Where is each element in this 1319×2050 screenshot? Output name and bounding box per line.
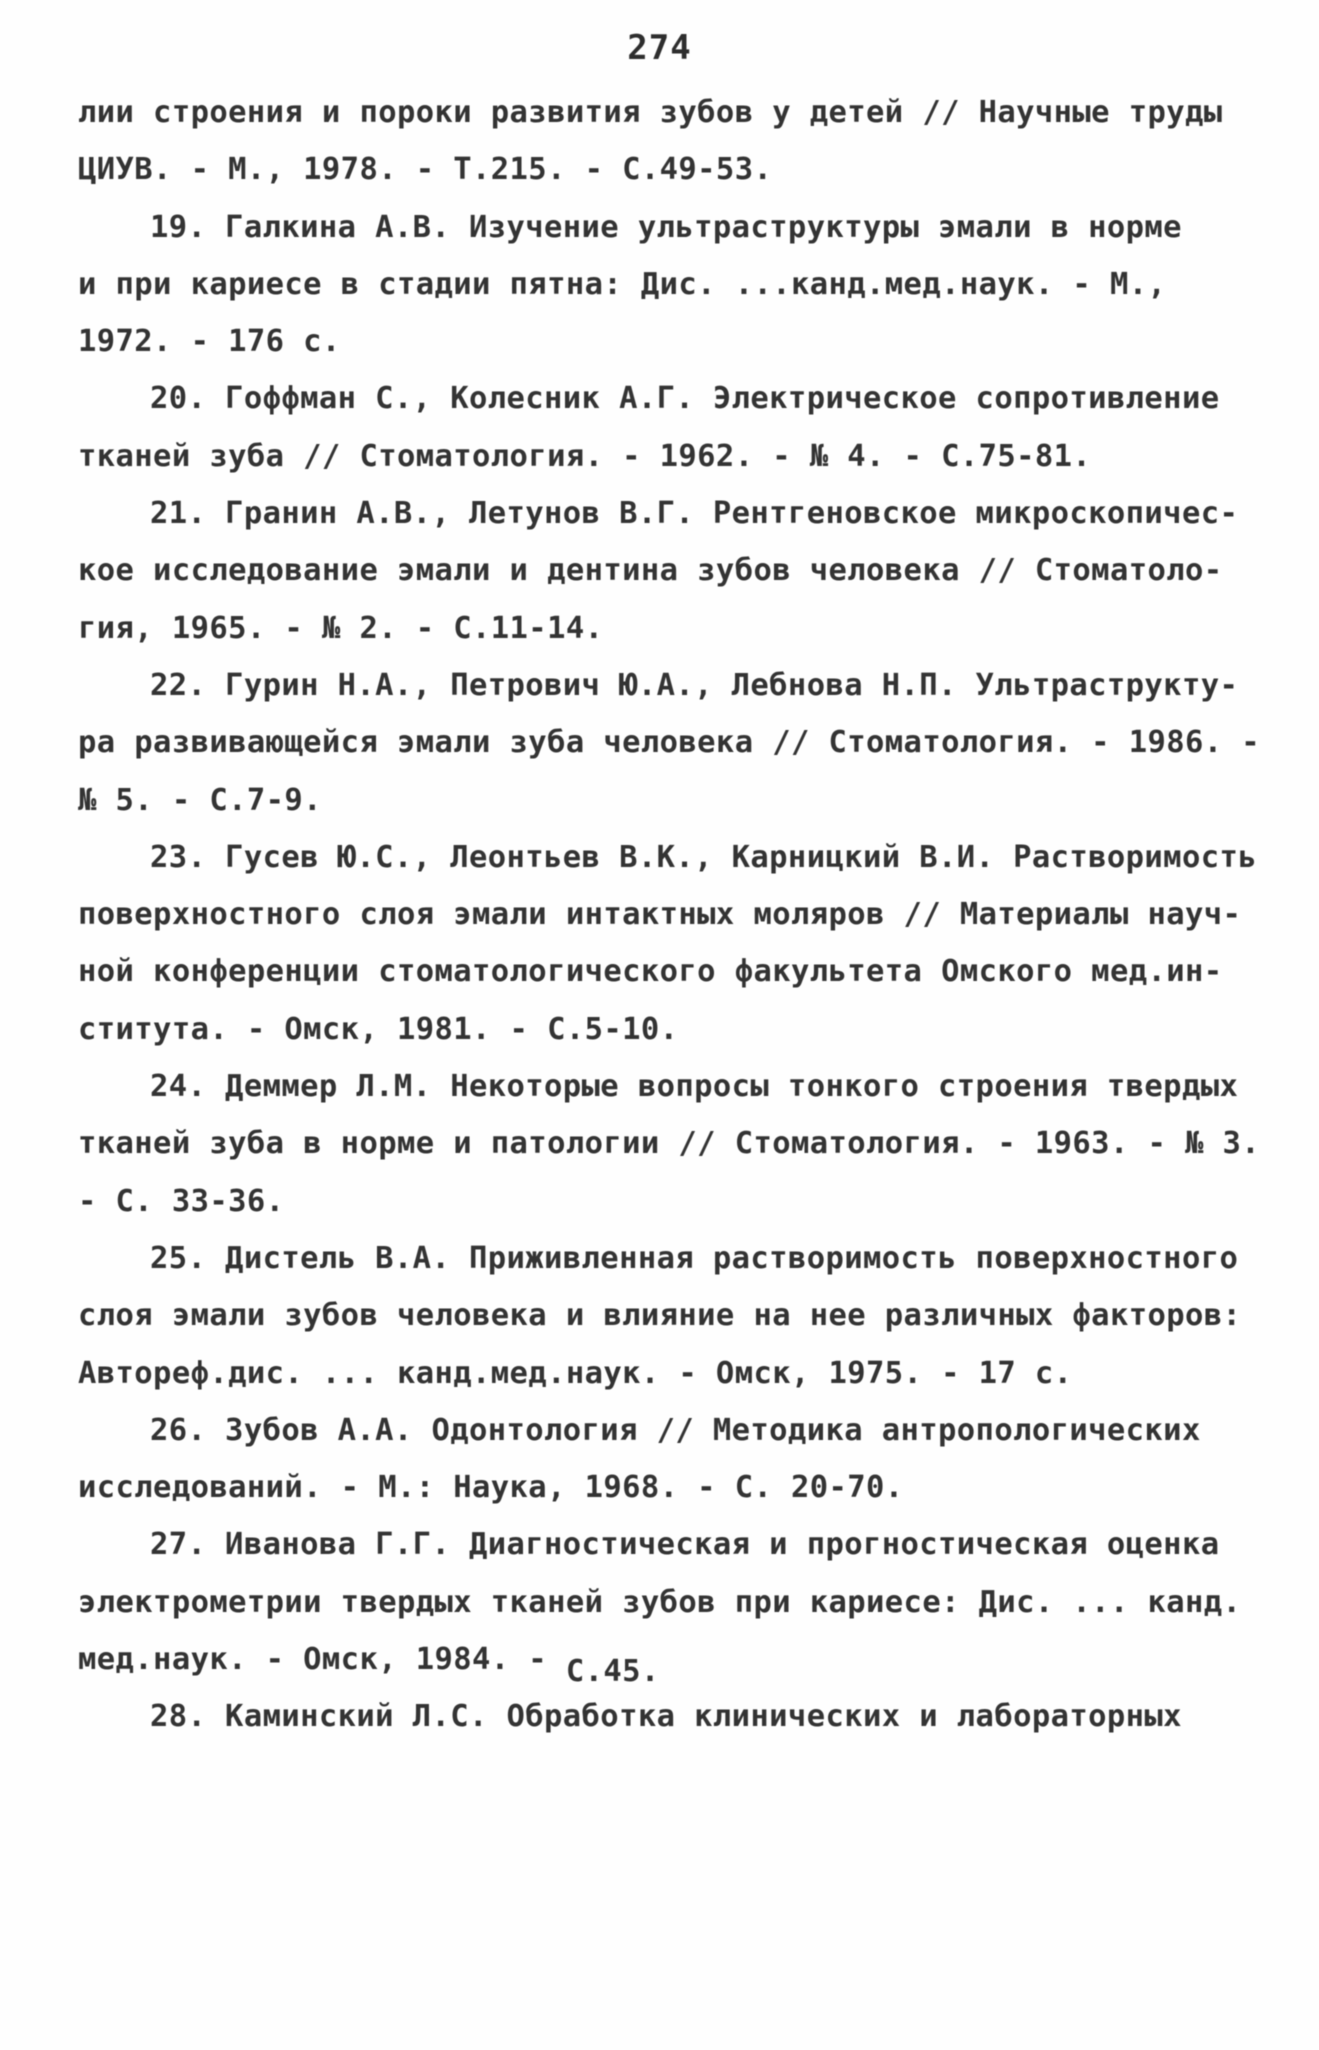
line-text: лии строения и пороки развития зубов у детей // Научные труды [78,95,1223,130]
reference-entry-start-line [78,1402,1258,1459]
line-text: ЦИУВ. - М., 1978. - Т.215. - С.49-53. [78,152,773,188]
line-text: 24. Деммер Л.М. Некоторые вопросы тонкого строения твердых [150,1069,1239,1105]
line-text: 26. Зубов А.А. Одонтология // Методика антропологических [150,1412,1201,1448]
text-line [78,1173,1258,1230]
line-text: поверхностного слоя эмали интактных моляров // Материалы науч- [78,897,1242,933]
reference-entry-start-line [78,370,1258,427]
line-text: 23. Гусев Ю.С., Леонтьев В.К., Карницкий В.И. Растворимость [150,839,1257,875]
text-line [78,1574,1258,1631]
text-line [78,1115,1261,1172]
line-text: кое исследование эмали и дентина зубов человека // Стоматоло- [78,553,1223,589]
line-text: 20. Гоффман С., Колесник А.Г. Электрическое сопротивление [150,381,1220,417]
line-text: тканей зуба в норме и патологии // Стоматология. - 1963. - № 3. [78,1126,1261,1162]
line-text: исследований. - М.: Наука, 1968. - С. 20-70. [78,1470,904,1506]
text-line [78,313,1258,370]
text-line [78,1631,1258,1688]
text-line [78,1345,1258,1402]
text-line [78,1001,1258,1058]
line-text: Автореф.дис. ... канд.мед.наук. - Омск, 1975. - 17 с. [78,1355,1073,1391]
line-text: мед.наук. - Омск, 1984. - [78,1642,548,1678]
reference-entry-start-line [78,1516,1258,1573]
reference-entry-start-line [78,1688,1258,1745]
reference-entry-start-line [78,657,1258,714]
text-line [78,84,1258,141]
line-text: электрометрии твердых тканей зубов при кариесе: Дис. ... канд. [78,1584,1242,1620]
reference-entry-start-line [78,1058,1258,1115]
reference-entry-start-line [78,485,1258,542]
text-line [78,714,1261,771]
text-line [78,943,1258,1000]
text-line [78,428,1258,485]
page-number: 274 [627,28,692,68]
line-text-tail: С.45. [547,1654,660,1690]
line-text: слоя эмали зубов человека и влияние на нее различных факторов: [78,1298,1242,1334]
line-text: ной конференции стоматологического факультета Омского мед.ин- [78,954,1223,990]
text-line [78,542,1258,599]
line-text: тканей зуба // Стоматология. - 1962. - № 4. - С.75-81. [78,438,1092,474]
line-text: № 5. - С.7-9. [78,782,322,818]
reference-entry-start-line [78,1230,1258,1287]
line-text: 22. Гурин Н.А., Петрович Ю.А., Лебнова Н.П. Ультраструкту- [150,667,1239,703]
text-line [78,772,1258,829]
line-text: 19. Галкина А.В. Изучение ультраструктуры эмали в норме [150,209,1182,245]
text-line [78,1459,1258,1516]
line-text: 21. Гранин А.В., Летунов В.Г. Рентгеновское микроскопичес- [150,496,1239,532]
line-text: гия, 1965. - № 2. - С.11-14. [78,610,604,646]
text-line [78,141,1258,198]
line-text: - С. 33-36. [78,1183,285,1219]
bibliography-text [78,84,1261,1746]
text-line [78,600,1258,657]
line-text: 25. Дистель В.А. Приживленная растворимость поверхностного [150,1240,1239,1276]
text-line [78,886,1258,943]
text-line [78,1287,1258,1344]
reference-entry-start-line [78,829,1258,886]
line-text: 28. Каминский Л.С. Обработка клинических и лабораторных [150,1699,1182,1735]
line-text: 27. Иванова Г.Г. Диагностическая и прогностическая оценка [150,1527,1220,1563]
text-line [78,256,1258,313]
line-text: ститута. - Омск, 1981. - С.5-10. [78,1011,679,1047]
line-text: 1972. - 176 с. [78,324,341,360]
line-text: ра развивающейся эмали зуба человека // Стоматология. - 1986. - [78,725,1261,761]
reference-entry-start-line [78,199,1258,256]
line-text: и при кариесе в стадии пятна: Дис. ...канд.мед.наук. - М., [78,266,1167,302]
